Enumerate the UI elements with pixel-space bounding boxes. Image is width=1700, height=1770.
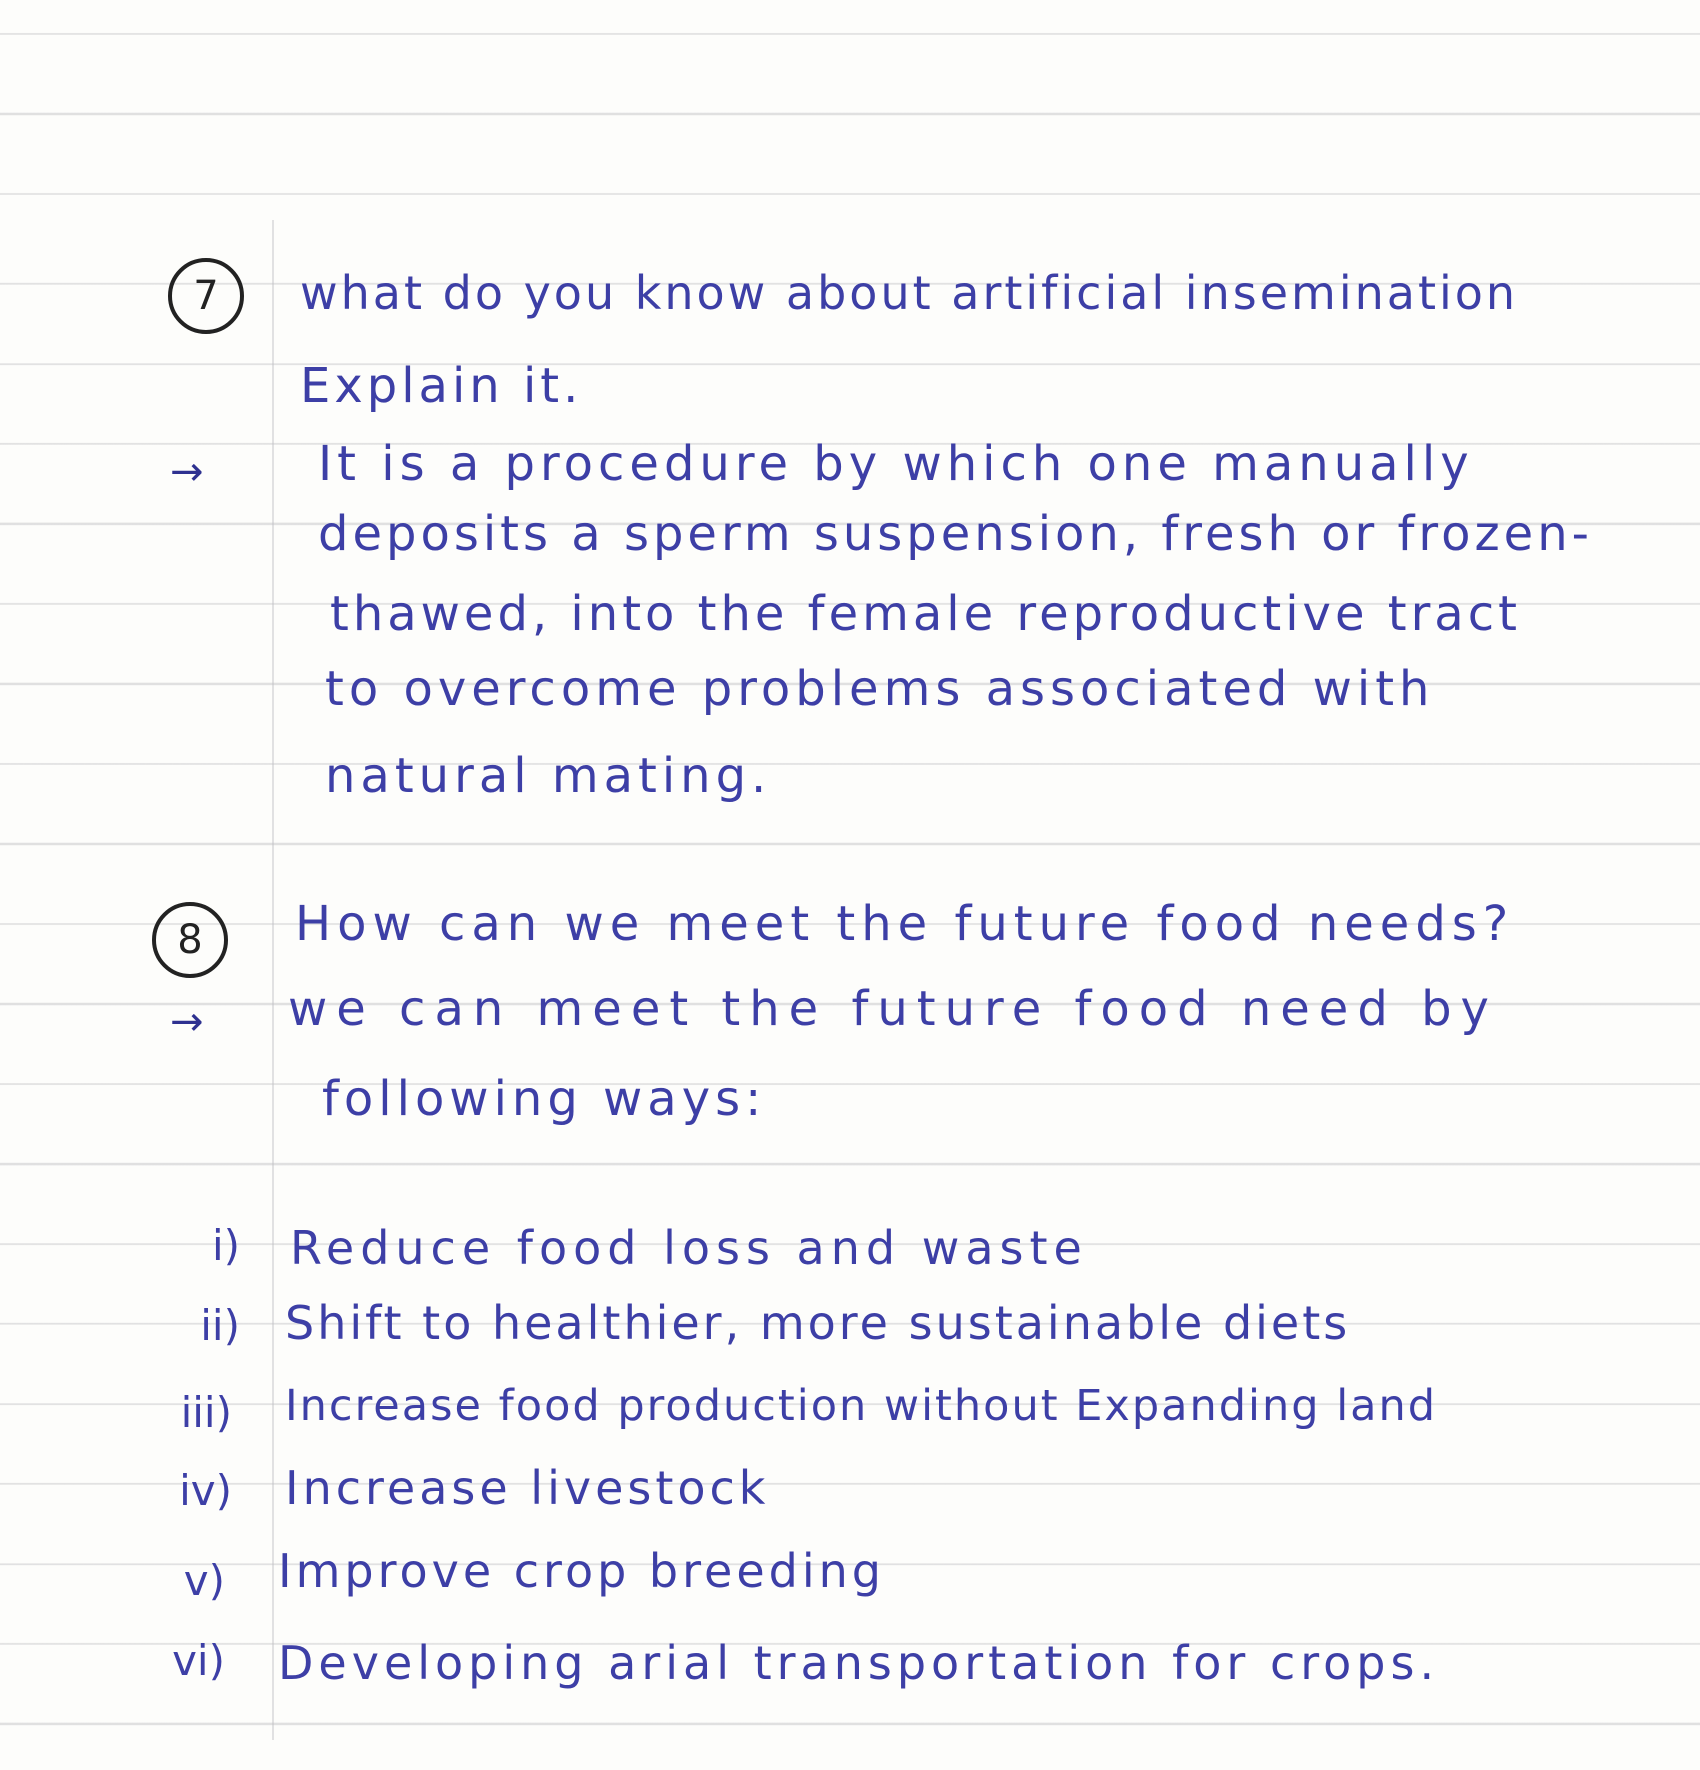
- question-8-number-circle: 8: [152, 902, 228, 978]
- list-item-2-marker: ii): [200, 1301, 240, 1350]
- answer-7-line-4: to overcome problems associated with: [325, 661, 1435, 717]
- answer-8-line-2: following ways:: [322, 1071, 767, 1127]
- list-item-1-text: Reduce food loss and waste: [290, 1221, 1088, 1275]
- answer-7-line-1: It is a procedure by which one manually: [318, 436, 1474, 492]
- list-item-3-text: Increase food production without Expanding land: [285, 1381, 1438, 1431]
- list-item-3-marker: iii): [180, 1388, 232, 1437]
- list-item-6-text: Developing arial transportation for crops.: [278, 1636, 1440, 1690]
- list-item-5-marker: v): [183, 1556, 225, 1605]
- list-item-5-text: Improve crop breeding: [278, 1544, 885, 1598]
- list-item-4-text: Increase livestock: [285, 1461, 770, 1515]
- answer-7-line-5: natural mating.: [325, 748, 772, 804]
- answer-8-line-1: we can meet the future food need by: [288, 981, 1498, 1037]
- list-item-1-marker: i): [211, 1221, 240, 1270]
- question-7-number-circle: 7: [168, 258, 244, 334]
- list-item-6-marker: vi): [172, 1636, 225, 1685]
- answer-8-arrow-icon: →: [170, 999, 204, 1045]
- list-item-4-marker: iv): [179, 1466, 232, 1515]
- question-8-text: How can we meet the future food needs?: [295, 896, 1515, 952]
- answer-7-arrow-icon: →: [170, 449, 204, 495]
- answer-7-line-3: thawed, into the female reproductive tract: [330, 586, 1521, 642]
- question-7-line-2: Explain it.: [300, 358, 583, 414]
- answer-7-line-2: deposits a sperm suspension, fresh or frozen-: [318, 506, 1593, 562]
- list-item-2-text: Shift to healthier, more sustainable diets: [285, 1296, 1351, 1350]
- margin-line: [272, 220, 274, 1740]
- question-7-line-1: what do you know about artificial insemination: [300, 266, 1519, 320]
